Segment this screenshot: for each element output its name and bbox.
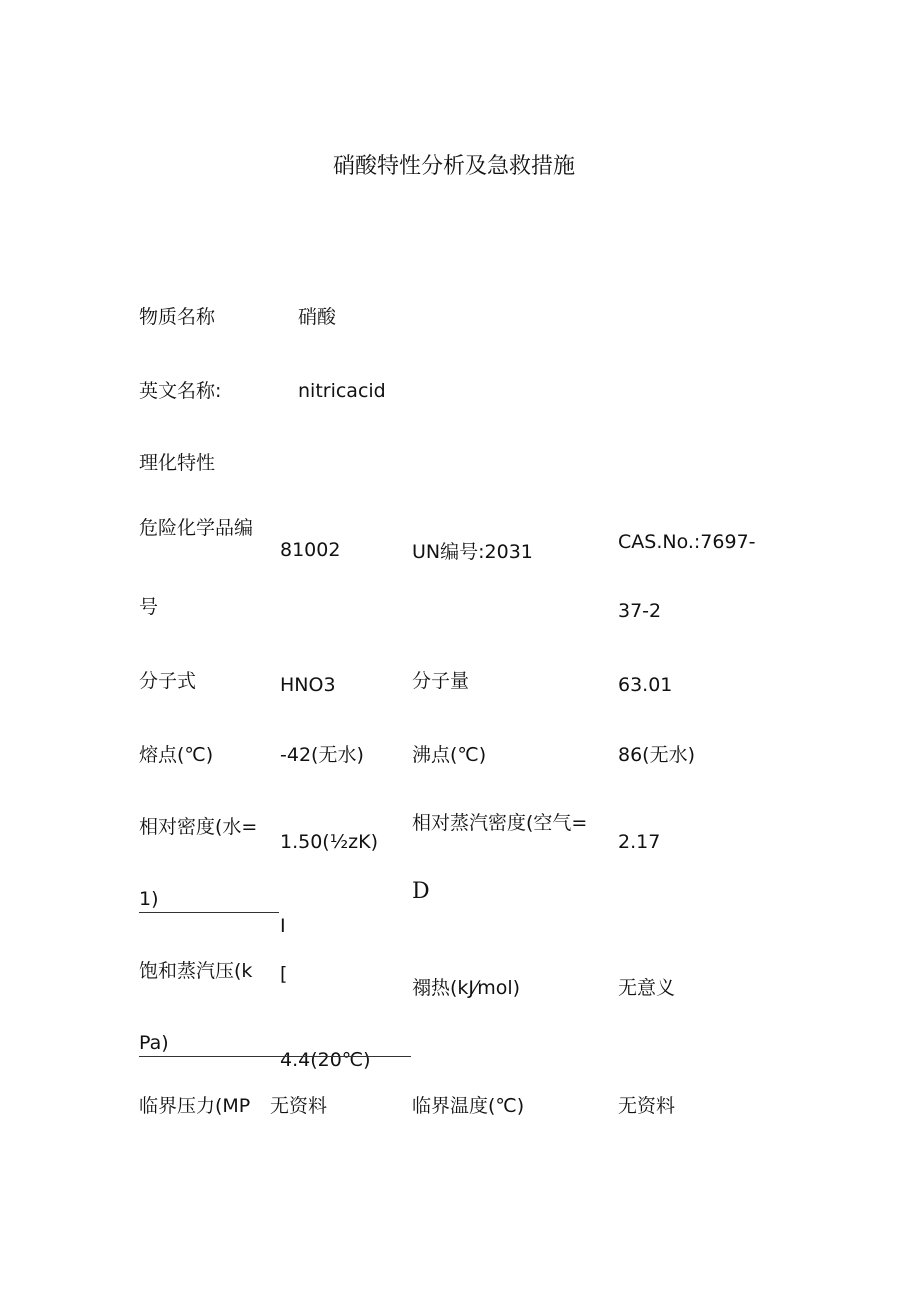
relative-density-label-line2: 1) xyxy=(139,888,159,910)
document-title: 硝酸特性分析及急救措施 xyxy=(333,154,576,179)
saturated-vapor-pressure-bracket: [ xyxy=(280,963,288,985)
hazard-number-label-line1: 危险化学品编 xyxy=(139,517,254,539)
cas-number-line1: CAS.No.:7697- xyxy=(618,531,756,553)
formula-label: 分子式 xyxy=(139,670,197,692)
saturated-vapor-pressure-label-line1: 饱和蒸汽压(k xyxy=(139,960,253,982)
molecular-weight-label: 分子量 xyxy=(412,670,470,692)
un-number: UN编号:2031 xyxy=(412,541,533,563)
saturated-vapor-pressure-value: 4.4(20℃) xyxy=(280,1049,371,1071)
critical-temperature-value: 无资料 xyxy=(618,1095,676,1117)
boiling-point-value: 86(无水) xyxy=(618,744,696,766)
substance-name-value: 硝酸 xyxy=(298,306,337,328)
melting-point-value: -42(无水) xyxy=(280,744,364,766)
boiling-point-label: 沸点(℃) xyxy=(412,744,487,766)
hazard-number-value: 81002 xyxy=(280,539,341,561)
relative-density-label-line1: 相对密度(水= xyxy=(139,816,258,838)
english-name-value: nitricacid xyxy=(298,380,386,402)
cas-number-line2: 37-2 xyxy=(618,600,662,622)
stray-bar: I xyxy=(280,915,286,937)
section-heading-physicochemical: 理化特性 xyxy=(139,452,216,474)
saturated-vapor-pressure-label-line2: Pa) xyxy=(139,1032,169,1054)
heat-value: 无意义 xyxy=(618,977,676,999)
english-name-label: 英文名称: xyxy=(139,380,222,402)
melting-point-label: 熔点(℃) xyxy=(139,744,214,766)
molecular-weight-value: 63.01 xyxy=(618,674,673,696)
heat-label: 禤热(kJ⁄mol) xyxy=(412,977,521,999)
vapor-density-value: 2.17 xyxy=(618,831,661,853)
vapor-density-label: 相对蒸汽密度(空气= xyxy=(412,812,588,834)
critical-pressure-label: 临界压力(MP xyxy=(139,1095,251,1117)
table-rule xyxy=(139,912,279,913)
table-rule xyxy=(139,1056,411,1057)
critical-pressure-value: 无资料 xyxy=(270,1095,328,1117)
formula-value: HNO3 xyxy=(280,674,336,696)
hazard-number-label-line2: 号 xyxy=(139,596,159,618)
relative-density-value: 1.50(½zK) xyxy=(280,831,378,853)
critical-temperature-label: 临界温度(℃) xyxy=(412,1095,525,1117)
vapor-density-label-tail: D xyxy=(412,879,430,904)
substance-name-label: 物质名称 xyxy=(139,306,216,328)
